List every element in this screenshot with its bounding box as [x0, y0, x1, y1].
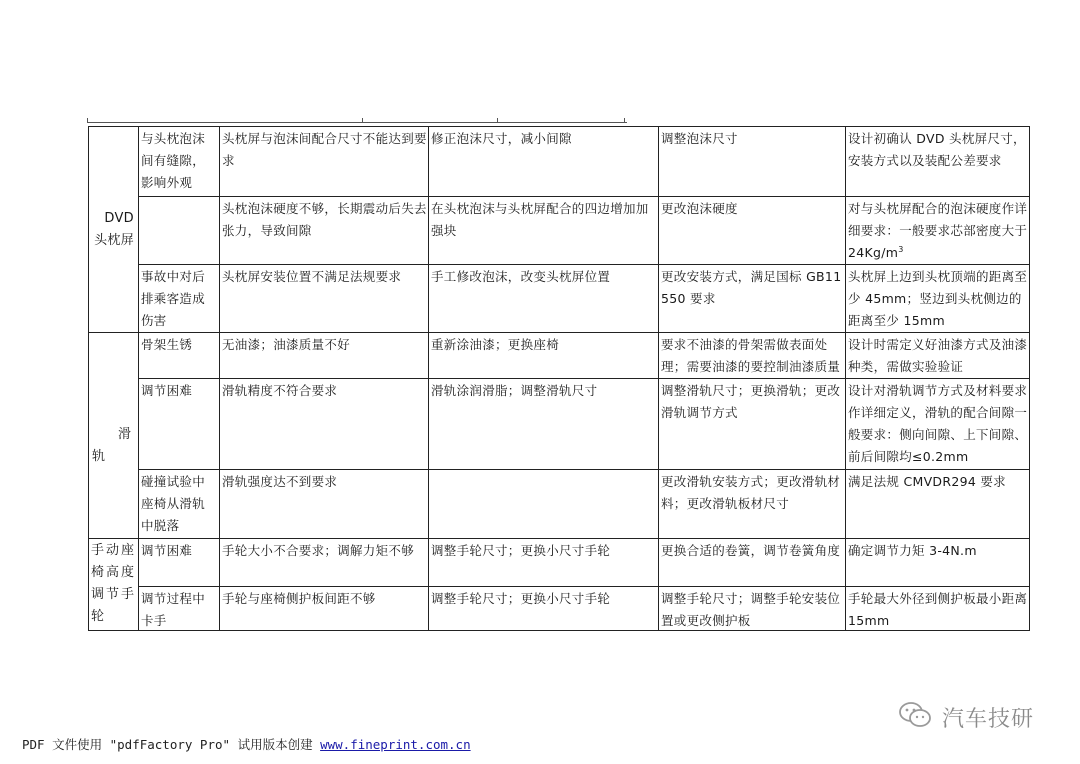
item-cell: 与头枕泡沫间有缝隙，影响外观 — [141, 131, 206, 190]
prevent-cell: 设计对滑轨调节方式及材料要求作详细定义，滑轨的配合间隙一般要求：侧向间隙、上下间隙、前后间隙均≤0.2mm — [848, 383, 1028, 464]
category-rail-1: 滑 — [118, 427, 132, 442]
prevent-cell: 头枕屏上边到头枕顶端的距离至少 45mm；竖边到头枕侧边的距离至少 15mm — [848, 269, 1028, 328]
category-dvd-label: DVD 头枕屏 — [94, 211, 134, 248]
perm-measure-cell: 要求不油漆的骨架需做表面处理；需要油漆的要控制油漆质量 — [661, 337, 841, 374]
category-rail-2: 轨 — [92, 449, 106, 464]
table-top-border — [87, 122, 627, 123]
item-cell: 调节过程中卡手 — [141, 591, 206, 628]
category-manual: 手动座椅高度调节手轮 — [91, 543, 137, 624]
item-cell: 骨架生锈 — [141, 337, 193, 352]
footer-link[interactable]: www.fineprint.com.cn — [320, 737, 471, 752]
category-dvd — [92, 208, 134, 252]
item-cell: 调节困难 — [141, 543, 193, 558]
item-cell: 调节困难 — [141, 383, 193, 398]
cause-cell: 头枕泡沫硬度不够，长期震动后失去张力，导致间隙 — [222, 201, 427, 238]
temp-measure-cell: 修正泡沫尺寸，减小间隙 — [431, 131, 572, 146]
cause-cell: 手轮大小不合要求；调解力矩不够 — [222, 543, 415, 558]
perm-measure-cell: 更改安装方式，满足国标 GB11550 要求 — [661, 269, 842, 306]
wechat-icon — [898, 701, 932, 733]
perm-measure-cell: 更换合适的卷簧，调节卷簧角度 — [661, 543, 841, 558]
perm-measure-cell: 调整滑轨尺寸；更换滑轨；更改滑轨调节方式 — [661, 383, 841, 420]
temp-measure-cell: 重新涂油漆；更换座椅 — [431, 337, 560, 352]
temp-measure-cell: 在头枕泡沫与头枕屏配合的四边增加加强块 — [431, 201, 649, 238]
perm-measure-cell: 调整泡沫尺寸 — [661, 131, 738, 146]
temp-measure-cell: 滑轨涂润滑脂；调整滑轨尺寸 — [431, 383, 598, 398]
cause-cell: 头枕屏安装位置不满足法规要求 — [222, 269, 402, 284]
prevent-cell: 确定调节力矩 3-4N.m — [848, 543, 977, 558]
prevent-cell: 满足法规 CMVDR294 要求 — [848, 474, 1006, 489]
item-cell: 事故中对后排乘客造成伤害 — [141, 269, 206, 328]
cause-cell: 无油漆；油漆质量不好 — [222, 337, 351, 352]
perm-measure-cell: 更改滑轨安装方式；更改滑轨材料；更改滑轨板材尺寸 — [661, 474, 841, 511]
prevent-cell: 设计初确认 DVD 头枕屏尺寸，安装方式以及装配公差要求 — [848, 131, 1026, 168]
perm-measure-cell: 调整手轮尺寸；调整手轮安装位置或更改侧护板 — [661, 591, 841, 628]
superscript: 3 — [898, 244, 904, 254]
temp-measure-cell: 调整手轮尺寸；更换小尺寸手轮 — [431, 543, 611, 558]
prevent-text: 对与头枕屏配合的泡沫硬度作详细要求：一般要求芯部密度大于 24Kg/m — [848, 201, 1028, 260]
prevent-cell: 设计时需定义好油漆方式及油漆种类，需做实验验证 — [848, 337, 1028, 374]
perm-measure-cell: 更改泡沫硬度 — [661, 201, 738, 216]
prevent-cell: 手轮最大外径到侧护板最小距离 15mm — [848, 591, 1028, 628]
watermark-text: 汽车技研 — [942, 706, 1035, 732]
cause-cell: 手轮与座椅侧护板间距不够 — [222, 591, 376, 606]
cause-cell: 头枕屏与泡沫间配合尺寸不能达到要求 — [222, 131, 427, 168]
cause-cell: 滑轨精度不符合要求 — [222, 383, 338, 398]
cause-cell: 滑轨强度达不到要求 — [222, 474, 338, 489]
pdf-footer — [22, 735, 471, 753]
watermark — [898, 700, 1034, 734]
item-cell: 碰撞试验中座椅从滑轨中脱落 — [141, 474, 206, 533]
footer-text: PDF 文件使用 "pdfFactory Pro" 试用版本创建 — [22, 737, 321, 752]
temp-measure-cell: 调整手轮尺寸；更换小尺寸手轮 — [431, 591, 611, 606]
temp-measure-cell: 手工修改泡沫，改变头枕屏位置 — [431, 269, 611, 284]
prevent-cell — [848, 198, 1028, 264]
